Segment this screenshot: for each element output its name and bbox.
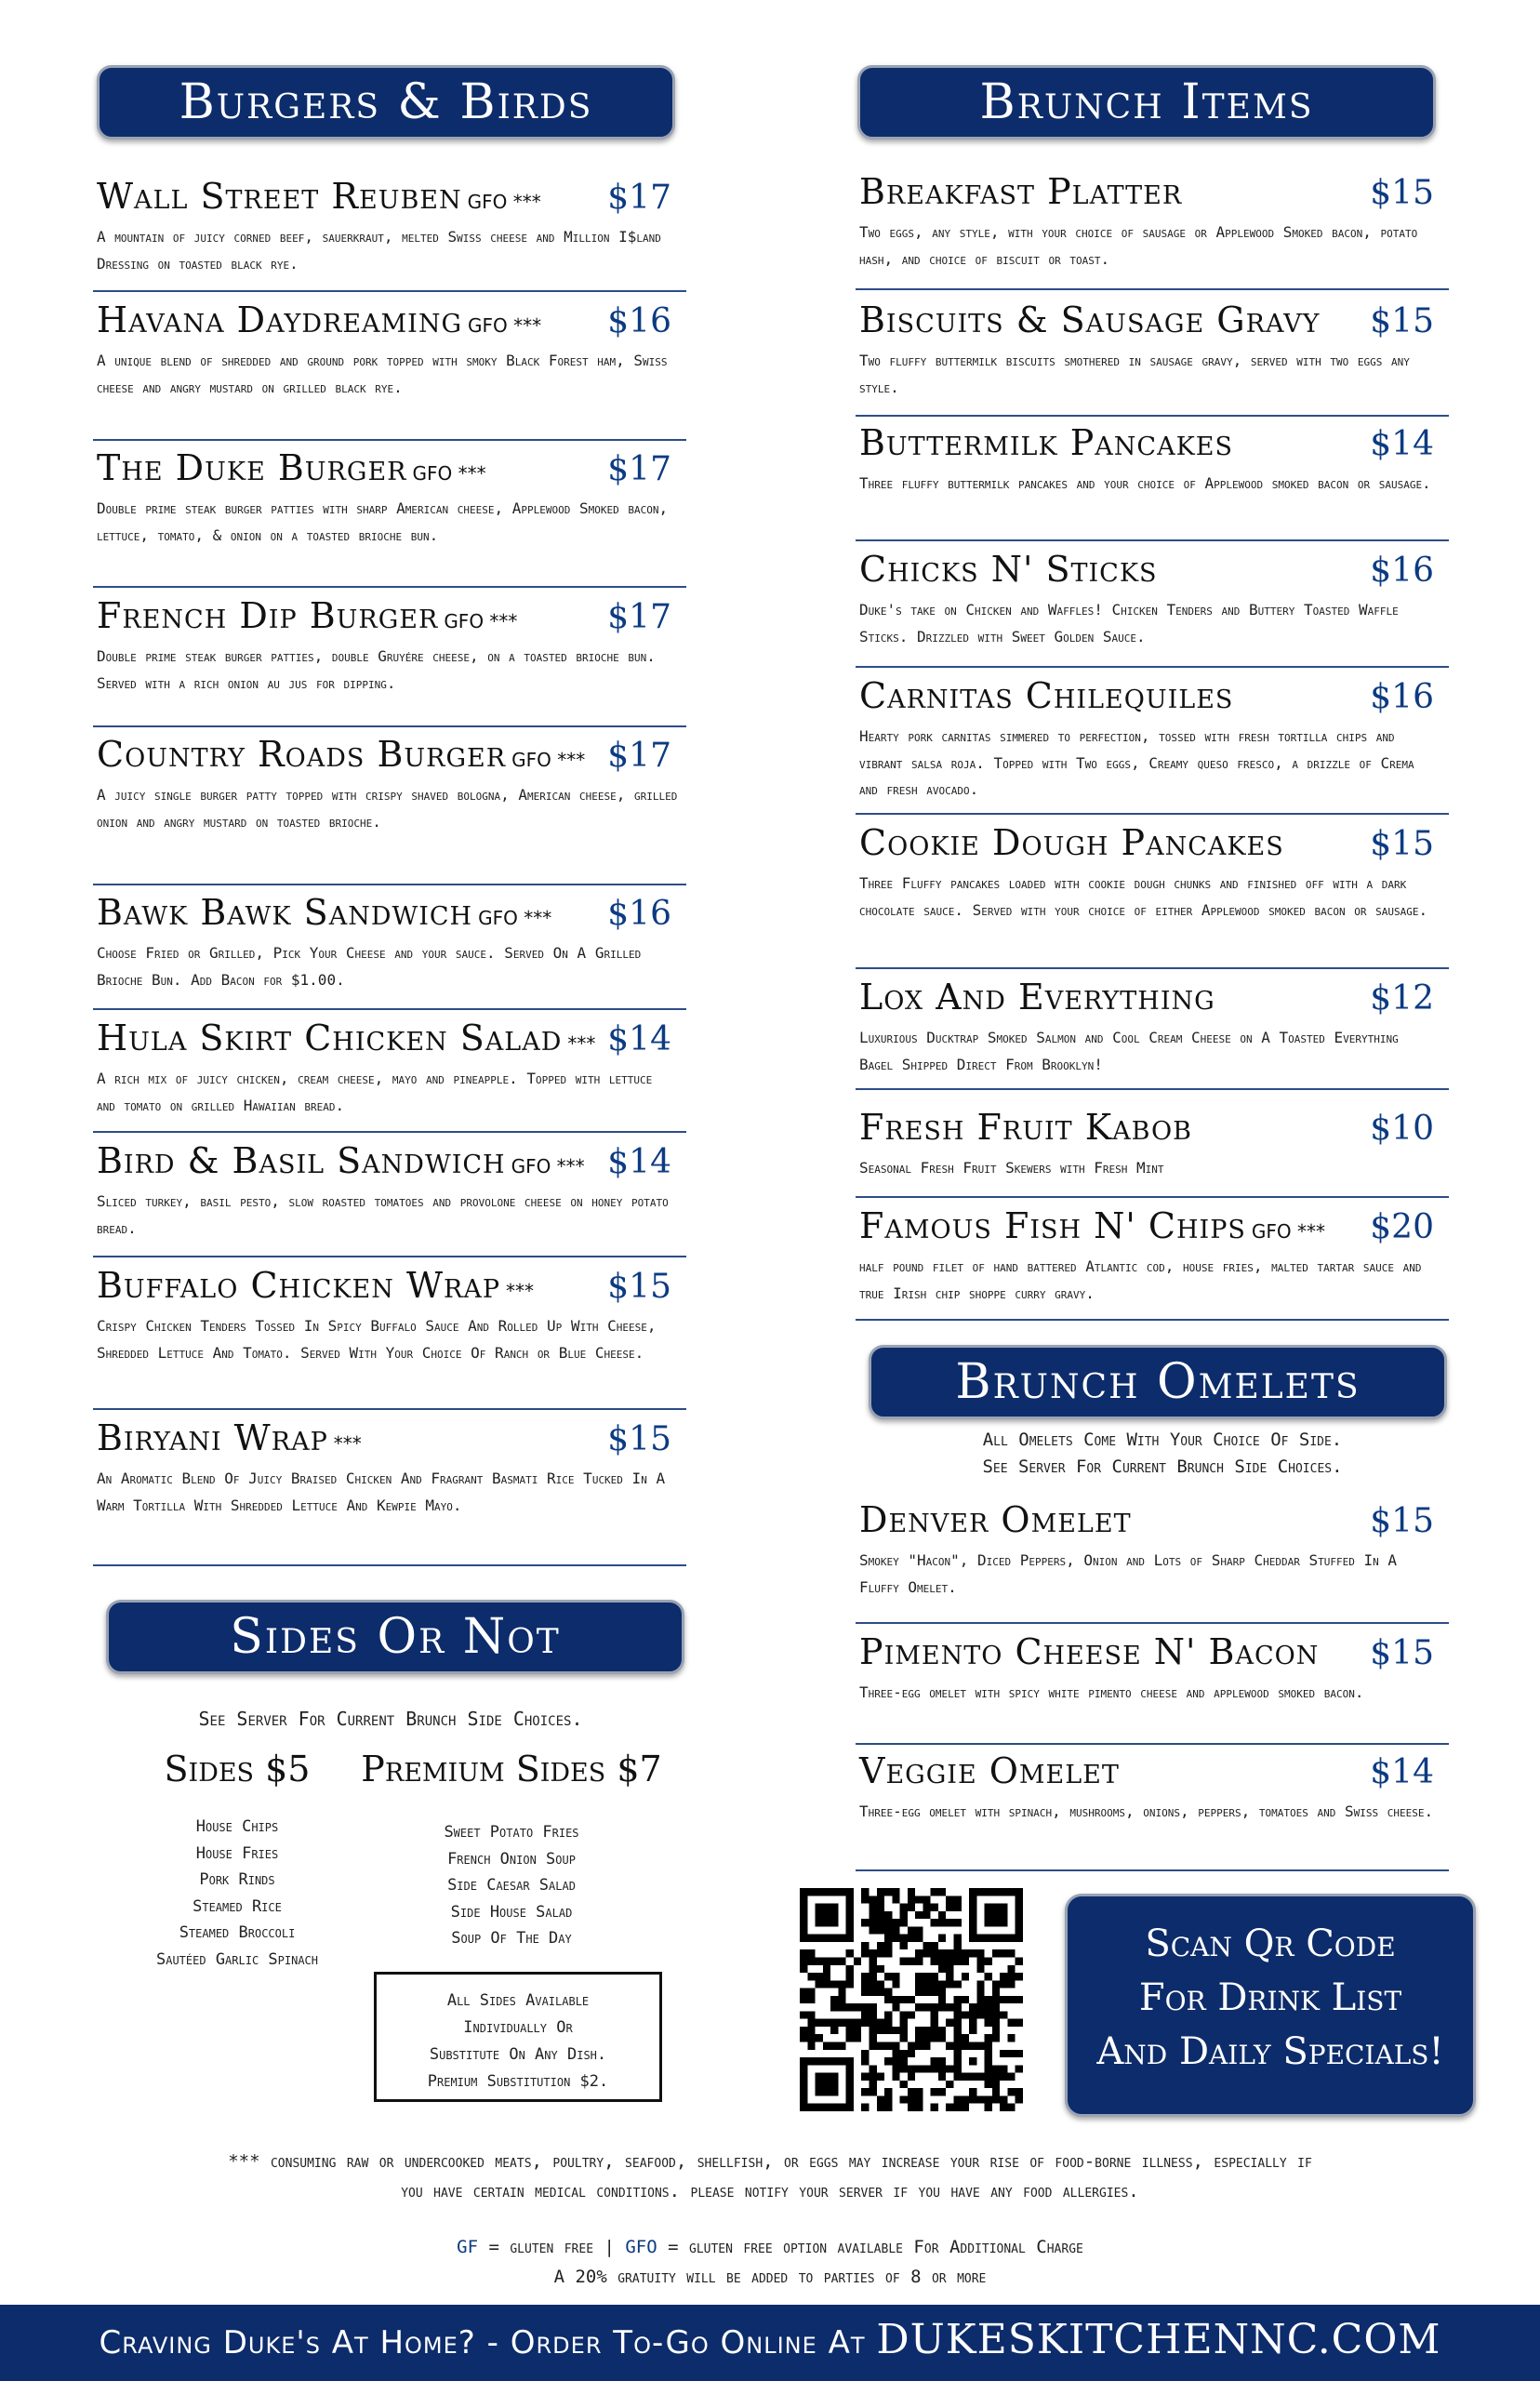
divider bbox=[856, 967, 1449, 969]
item-header bbox=[856, 545, 1451, 593]
item-name bbox=[97, 734, 585, 775]
item-name bbox=[97, 1265, 534, 1306]
item-header bbox=[856, 973, 1451, 1021]
item-title: French Dip Burger bbox=[97, 595, 439, 636]
item-price: $14 bbox=[1370, 1753, 1434, 1791]
item-title: Veggie Omelet bbox=[859, 1750, 1120, 1791]
sides-box-line: Individually Or bbox=[463, 2018, 573, 2037]
scan-qr-callout bbox=[1065, 1894, 1476, 2117]
sides-availability-box bbox=[374, 1972, 662, 2102]
item-price: $14 bbox=[1370, 425, 1434, 463]
item-description: An Aromatic Blend Of Juicy Braised Chicken And Fragrant Basmati Rice Tucked In A Warm Tortilla With Shredded Lettuce And Kewpie Mayo. bbox=[97, 1470, 666, 1514]
item-title: Bawk Bawk Sandwich bbox=[97, 892, 473, 933]
item-name bbox=[859, 299, 1320, 340]
list-item: Steamed Broccoli bbox=[179, 1923, 296, 1942]
sides-note: See Server For Current Brunch Side Choices. bbox=[198, 1708, 583, 1730]
item-title: Wall Street Reuben bbox=[97, 176, 462, 217]
brunch-item bbox=[856, 419, 1451, 498]
item-gfo-tag: GFO *** bbox=[511, 749, 586, 771]
item-name bbox=[97, 1417, 362, 1458]
item-gfo-tag: GFO *** bbox=[444, 610, 518, 632]
burger-item bbox=[93, 1014, 688, 1119]
sides-banner bbox=[106, 1600, 684, 1674]
disclaimer-line: you have certain medical conditions. please notify your server if you have any food allergies. bbox=[401, 2181, 1139, 2201]
item-header bbox=[856, 1628, 1451, 1676]
item-price: $17 bbox=[607, 737, 671, 775]
item-header bbox=[856, 167, 1451, 216]
omelets-note-line: All Omelets Come With Your Choice Of Side. bbox=[982, 1430, 1343, 1450]
item-price: $15 bbox=[1370, 1502, 1434, 1540]
item-title: Bird & Basil Sandwich bbox=[97, 1140, 506, 1181]
item-description: Three-egg omelet with spinach, mushrooms, onions, peppers, tomatoes and Swiss cheese. bbox=[859, 1802, 1434, 1820]
item-name bbox=[859, 1499, 1132, 1540]
item-description: Hearty pork carnitas simmered to perfection, tossed with fresh tortilla chips and vibrant salsa roja. Topped with Two eggs, Creamy queso fresco, a drizzle of Crema and fresh avocado. bbox=[859, 727, 1414, 798]
item-gfo-tag: GFO *** bbox=[467, 191, 541, 213]
item-title: Famous Fish N' Chips bbox=[859, 1205, 1246, 1246]
divider bbox=[93, 1564, 686, 1566]
item-price: $20 bbox=[1370, 1208, 1434, 1246]
item-price: $15 bbox=[1370, 1634, 1434, 1672]
gf-abbrev: GF bbox=[457, 2237, 479, 2257]
burger-item bbox=[93, 730, 688, 835]
divider bbox=[93, 586, 686, 588]
item-description: Duke's take on Chicken and Waffles! Chicken Tenders and Buttery Toasted Waffle Sticks. Drizzled with Sweet Golden Sauce. bbox=[859, 601, 1399, 645]
item-title: Lox And Everything bbox=[859, 977, 1215, 1018]
divider bbox=[856, 415, 1449, 417]
divider bbox=[856, 1088, 1449, 1090]
item-price: $16 bbox=[1370, 552, 1434, 590]
item-gfo-tag: *** bbox=[333, 1432, 362, 1455]
item-name bbox=[859, 549, 1158, 590]
list-item: House Fries bbox=[195, 1843, 279, 1863]
list-item: Soup Of The Day bbox=[451, 1929, 572, 1948]
sides-list bbox=[121, 1814, 353, 1973]
footer-banner bbox=[0, 2305, 1540, 2381]
item-header bbox=[93, 1414, 688, 1462]
item-name bbox=[97, 595, 517, 636]
food-safety-disclaimer bbox=[84, 2147, 1456, 2206]
divider bbox=[93, 1408, 686, 1410]
item-title: Biryani Wrap bbox=[97, 1417, 328, 1458]
brunch-item bbox=[856, 545, 1451, 650]
item-price: $17 bbox=[607, 179, 671, 217]
brunch-item bbox=[856, 973, 1451, 1078]
scan-line: For Drink List bbox=[1138, 1976, 1402, 2019]
item-description: Three-egg omelet with spicy white pimento cheese and applewood smoked bacon. bbox=[859, 1683, 1364, 1701]
item-price: $10 bbox=[1370, 1110, 1434, 1148]
item-header bbox=[93, 296, 688, 344]
burger-item bbox=[93, 444, 688, 549]
item-header bbox=[93, 1137, 688, 1185]
brunch-item bbox=[856, 167, 1451, 273]
item-title: Buttermilk Pancakes bbox=[859, 422, 1233, 463]
divider bbox=[93, 884, 686, 885]
qr-code-icon[interactable] bbox=[800, 1888, 1023, 2111]
omelet-item bbox=[856, 1496, 1451, 1601]
sides-title: Sides Or Not bbox=[230, 1609, 561, 1665]
item-title: Biscuits & Sausage Gravy bbox=[859, 299, 1321, 340]
omelets-note bbox=[865, 1427, 1460, 1481]
premium-sides-list bbox=[372, 1819, 651, 1952]
item-name bbox=[859, 1205, 1325, 1246]
item-description: Smokey "Hacon", Diced Peppers, Onion and Lots of Sharp Cheddar Stuffed In A Fluffy Omelet. bbox=[859, 1551, 1397, 1596]
gratuity-note: A 20% gratuity will be added to parties of 8 or more bbox=[553, 2267, 987, 2287]
item-header bbox=[856, 818, 1451, 867]
item-price: $16 bbox=[607, 895, 671, 933]
brunch-omelets-title: Brunch Omelets bbox=[955, 1354, 1361, 1410]
divider bbox=[856, 813, 1449, 815]
item-name bbox=[97, 299, 541, 340]
list-item: House Chips bbox=[195, 1817, 279, 1836]
item-description: Two eggs, any style, with your choice of sausage or Applewood Smoked bacon, potato hash, and choice of biscuit or toast. bbox=[859, 223, 1418, 268]
scan-line: Scan Qr Code bbox=[1145, 1922, 1396, 1965]
item-description: Choose Fried or Grilled, Pick Your Cheese and your sauce. Served On A Grilled Brioche Bun. Add Bacon for $1.00. bbox=[97, 944, 642, 989]
item-title: Hula Skirt Chicken Salad bbox=[97, 1018, 563, 1058]
burger-item bbox=[93, 296, 688, 401]
list-item: Pork Rinds bbox=[199, 1870, 275, 1889]
item-name bbox=[859, 1750, 1120, 1791]
item-price: $15 bbox=[607, 1420, 671, 1458]
item-name bbox=[859, 675, 1233, 716]
item-title: Havana Daydreaming bbox=[97, 299, 463, 340]
list-item: Side Caesar Salad bbox=[447, 1876, 576, 1895]
item-price: $14 bbox=[607, 1143, 671, 1181]
item-price: $17 bbox=[607, 450, 671, 488]
item-header bbox=[93, 444, 688, 492]
item-title: Chicks N' Sticks bbox=[859, 549, 1158, 590]
item-price: $12 bbox=[1370, 979, 1434, 1018]
item-name bbox=[859, 171, 1182, 212]
gluten-legend-line bbox=[84, 2232, 1456, 2262]
item-gfo-tag: GFO *** bbox=[1251, 1220, 1325, 1243]
item-title: Country Roads Burger bbox=[97, 734, 507, 775]
item-gfo-tag: *** bbox=[567, 1032, 596, 1055]
gfo-text: = gluten free option available For Additional Charge bbox=[657, 2237, 1083, 2257]
sides-heading: Sides $5 bbox=[164, 1749, 311, 1789]
omelet-item bbox=[856, 1747, 1451, 1826]
item-price: $15 bbox=[1370, 302, 1434, 340]
item-description: A unique blend of shredded and ground pork topped with smoky Black Forest ham, Swiss cheese and angry mustard on grilled black rye. bbox=[97, 352, 668, 396]
item-name bbox=[97, 447, 486, 488]
item-price: $14 bbox=[607, 1020, 671, 1058]
item-header bbox=[93, 592, 688, 640]
item-name bbox=[97, 1018, 595, 1058]
burger-item bbox=[93, 1137, 688, 1242]
premium-sides-heading: Premium Sides $7 bbox=[361, 1749, 662, 1789]
burgers-birds-banner bbox=[97, 65, 675, 140]
item-name bbox=[859, 1631, 1319, 1672]
item-title: The Duke Burger bbox=[97, 447, 407, 488]
brunch-item bbox=[856, 672, 1451, 804]
item-gfo-tag: GFO *** bbox=[468, 314, 542, 337]
item-description: Double prime steak burger patties with sharp American cheese, Applewood Smoked bacon, lettuce, tomato, & onion on a toasted brioche bun. bbox=[97, 499, 669, 544]
item-description: half pound filet of hand battered Atlantic cod, house fries, malted tartar sauce and true Irish chip shoppe curry gravy. bbox=[859, 1257, 1422, 1302]
item-gfo-tag: GFO *** bbox=[511, 1155, 585, 1177]
divider bbox=[93, 290, 686, 292]
omelet-item bbox=[856, 1628, 1451, 1707]
brunch-items-title: Brunch Items bbox=[979, 74, 1314, 130]
item-name bbox=[859, 822, 1284, 863]
footer-website-link[interactable]: DUKESKITCHENNC.COM bbox=[876, 2316, 1441, 2363]
item-gfo-tag: GFO *** bbox=[412, 462, 486, 485]
burger-item bbox=[93, 172, 688, 277]
item-header bbox=[856, 1202, 1451, 1250]
item-description: Three Fluffy pancakes loaded with cookie dough chunks and finished off with a dark chocolate sauce. Served with your choice of either Applewood smoked bacon or sausage. bbox=[859, 874, 1428, 919]
burger-item bbox=[93, 1414, 688, 1519]
list-item: Sweet Potato Fries bbox=[444, 1823, 579, 1842]
gf-text: = gluten free | bbox=[478, 2237, 626, 2257]
divider bbox=[856, 1622, 1449, 1624]
item-price: $15 bbox=[1370, 825, 1434, 863]
item-title: Pimento Cheese N' Bacon bbox=[859, 1631, 1320, 1672]
brunch-item bbox=[856, 818, 1451, 924]
gfo-abbrev: GFO bbox=[625, 2237, 657, 2257]
item-description: Double prime steak burger patties, double Gruyére cheese, on a toasted brioche bun. Served with a rich onion au jus for dipping. bbox=[97, 647, 656, 692]
item-description: A juicy single burger patty topped with crispy shaved bologna, American cheese, grilled onion and angry mustard on toasted brioche. bbox=[97, 786, 678, 831]
item-price: $16 bbox=[607, 302, 671, 340]
divider bbox=[856, 539, 1449, 541]
divider bbox=[856, 1743, 1449, 1745]
item-name bbox=[859, 977, 1215, 1018]
sides-box-line: All Sides Available bbox=[446, 1991, 590, 2010]
item-description: A rich mix of juicy chicken, cream cheese, mayo and pineapple. Topped with lettuce and tomato on grilled Hawaiian bread. bbox=[97, 1070, 653, 1114]
list-item: French Onion Soup bbox=[447, 1849, 576, 1869]
item-name bbox=[859, 422, 1233, 463]
brunch-item bbox=[856, 296, 1451, 401]
list-item: Side House Salad bbox=[450, 1902, 573, 1922]
item-description: Sliced turkey, basil pesto, slow roasted tomatoes and provolone cheese on honey potato bread. bbox=[97, 1192, 669, 1237]
brunch-omelets-banner bbox=[869, 1345, 1447, 1419]
item-header bbox=[856, 419, 1451, 467]
divider bbox=[856, 1319, 1449, 1321]
brunch-items-banner bbox=[857, 65, 1436, 140]
item-name bbox=[97, 176, 541, 217]
item-title: Denver Omelet bbox=[859, 1499, 1132, 1540]
footer-text: Craving Duke's At Home? - Order To-Go Online At bbox=[99, 2324, 877, 2361]
item-header bbox=[856, 672, 1451, 720]
item-title: Carnitas Chilequiles bbox=[859, 675, 1234, 716]
item-header bbox=[93, 888, 688, 937]
brunch-item bbox=[856, 1103, 1451, 1182]
item-header bbox=[93, 1261, 688, 1310]
item-header bbox=[856, 1747, 1451, 1795]
item-name bbox=[97, 1140, 585, 1181]
gluten-legend bbox=[84, 2232, 1456, 2292]
divider bbox=[856, 1869, 1449, 1871]
item-header bbox=[856, 296, 1451, 344]
item-name bbox=[859, 1107, 1192, 1148]
divider bbox=[93, 1131, 686, 1133]
sides-box-line: Substitute On Any Dish. bbox=[429, 2045, 607, 2064]
omelets-note-line: See Server For Current Brunch Side Choices. bbox=[982, 1457, 1343, 1477]
divider bbox=[856, 288, 1449, 290]
list-item: Steamed Rice bbox=[192, 1896, 282, 1916]
item-price: $17 bbox=[607, 598, 671, 636]
disclaimer-line: *** consuming raw or undercooked meats, poultry, seafood, shellfish, or eggs may increase your rise of food-borne illness, especially if bbox=[228, 2151, 1312, 2172]
item-description: Three fluffy buttermilk pancakes and your choice of Applewood smoked bacon or sausage. bbox=[859, 474, 1431, 492]
divider bbox=[93, 725, 686, 727]
brunch-item bbox=[856, 1202, 1451, 1307]
item-title: Buffalo Chicken Wrap bbox=[97, 1265, 501, 1306]
item-header bbox=[856, 1496, 1451, 1544]
burger-item bbox=[93, 888, 688, 993]
item-header bbox=[856, 1103, 1451, 1151]
item-description: Seasonal Fresh Fruit Skewers with Fresh Mint bbox=[859, 1159, 1164, 1177]
item-header bbox=[93, 1014, 688, 1062]
item-price: $16 bbox=[1370, 678, 1434, 716]
item-description: Luxurious Ducktrap Smoked Salmon and Cool Cream Cheese on A Toasted Everything Bagel Shipped Direct From Brooklyn! bbox=[859, 1029, 1399, 1073]
item-title: Fresh Fruit Kabob bbox=[859, 1107, 1192, 1148]
item-title: Cookie Dough Pancakes bbox=[859, 822, 1284, 863]
item-description: A mountain of juicy corned beef, sauerkraut, melted Swiss cheese and Million I$land Dressing on toasted black rye. bbox=[97, 228, 661, 273]
item-gfo-tag: GFO *** bbox=[478, 907, 552, 929]
sides-box-line: Premium Substitution $2. bbox=[427, 2072, 609, 2091]
scan-line: And Daily Specials! bbox=[1096, 2030, 1444, 2073]
divider bbox=[93, 1256, 686, 1257]
item-header bbox=[93, 730, 688, 778]
burgers-birds-title: Burgers & Birds bbox=[179, 74, 593, 130]
item-description: Crispy Chicken Tenders Tossed In Spicy Buffalo Sauce And Rolled Up With Cheese, Shredded Lettuce And Tomato. Served With Your Choice Of Ranch or Blue Cheese. bbox=[97, 1317, 657, 1362]
burger-item bbox=[93, 1261, 688, 1366]
divider bbox=[856, 1196, 1449, 1198]
divider bbox=[93, 439, 686, 441]
list-item: Sautéed Garlic Spinach bbox=[156, 1949, 318, 1969]
item-gfo-tag: *** bbox=[506, 1280, 535, 1302]
item-header bbox=[93, 172, 688, 220]
item-price: $15 bbox=[1370, 174, 1434, 212]
item-name bbox=[97, 892, 551, 933]
divider bbox=[93, 1008, 686, 1010]
item-description: Two fluffy buttermilk biscuits smothered in sausage gravy, served with two eggs any style. bbox=[859, 352, 1410, 396]
item-price: $15 bbox=[607, 1268, 671, 1306]
item-title: Breakfast Platter bbox=[859, 171, 1183, 212]
burger-item bbox=[93, 592, 688, 697]
divider bbox=[856, 666, 1449, 668]
